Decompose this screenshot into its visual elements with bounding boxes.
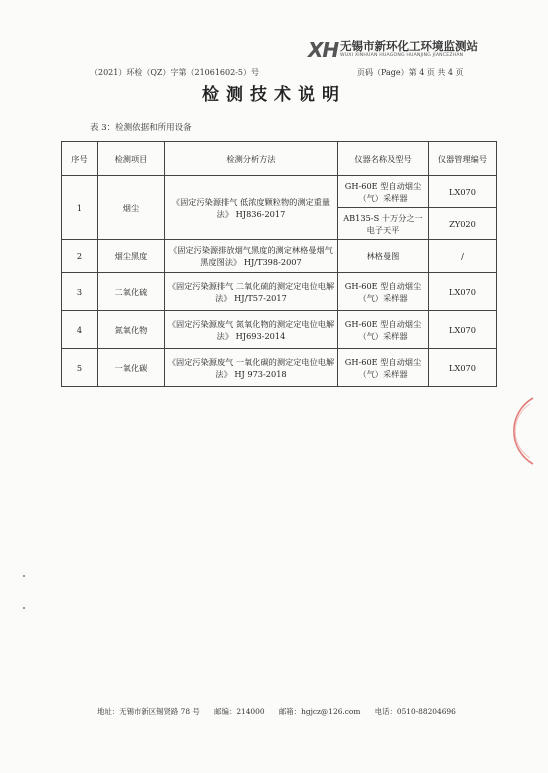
table-row	[62, 176, 497, 208]
company-logo	[308, 38, 488, 64]
row-method: 《固定污染源废气 氮氧化物的测定定电位电解法》 HJ693-2014	[165, 311, 338, 349]
row-code: LX070	[429, 349, 497, 387]
detection-basis-table	[61, 141, 497, 387]
row-no: 1	[62, 176, 98, 240]
row-no: 3	[62, 273, 98, 311]
report-number: （2021）环检（QZ）字第（21061602-5）号	[90, 68, 259, 77]
row-item: 烟尘黑度	[98, 240, 165, 273]
table-row	[62, 273, 497, 311]
footer-address: 地址：无锡市新区锡贤路 78 号	[97, 707, 200, 716]
footer-phone: 电话：0510-88204696	[374, 707, 456, 716]
header-no: 序号	[62, 142, 98, 176]
header-method: 检测分析方法	[165, 142, 338, 176]
page-title: 检测技术说明	[202, 85, 346, 105]
footer-contact	[97, 706, 468, 717]
row-no: 2	[62, 240, 98, 273]
row-item: 一氧化碳	[98, 349, 165, 387]
table-row	[62, 240, 497, 273]
scan-speck	[23, 607, 25, 609]
header-item: 检测项目	[98, 142, 165, 176]
company-name-en: WUXI XINHUAN HUAGONG HUANJING JIANCEZHAN	[340, 53, 464, 58]
row-method: 《固定污染源废气 一氧化碳的测定定电位电解法》 HJ 973-2018	[165, 349, 338, 387]
row-instrument: GH-60E 型自动烟尘（气）采样器	[338, 349, 429, 387]
table-header-row	[62, 142, 497, 176]
scan-speck	[23, 575, 25, 577]
row-code: LX070	[429, 273, 497, 311]
row-instrument: GH-60E 型自动烟尘（气）采样器	[338, 273, 429, 311]
table-row	[62, 311, 497, 349]
row-no: 4	[62, 311, 98, 349]
table-caption: 表 3：检测依据和所用设备	[90, 123, 192, 133]
row-item: 二氧化硫	[98, 273, 165, 311]
row-instrument: 林格曼图	[338, 240, 429, 273]
row-code: LX070	[429, 311, 497, 349]
row-method: 《固定污染源排气 低浓度颗粒物的测定重量法》 HJ836-2017	[165, 176, 338, 240]
row-code: /	[429, 240, 497, 273]
row-item: 烟尘	[98, 176, 165, 240]
row-instrument: AB135-S 十万分之一电子天平	[338, 208, 429, 240]
row-method: 《固定污染源排气 二氧化硫的测定定电位电解法》 HJ/T57-2017	[165, 273, 338, 311]
row-code: LX070	[429, 176, 497, 208]
table-row	[62, 349, 497, 387]
red-seal-stamp	[513, 396, 548, 466]
company-name-cn: 无锡市新环化工环境监测站	[340, 39, 478, 53]
logo-mark: XH	[308, 38, 339, 62]
row-no: 5	[62, 349, 98, 387]
row-instrument: GH-60E 型自动烟尘（气）采样器	[338, 176, 429, 208]
row-instrument: GH-60E 型自动烟尘（气）采样器	[338, 311, 429, 349]
row-item: 氮氧化物	[98, 311, 165, 349]
row-method: 《固定污染源排放烟气黑度的测定林格曼烟气黑度图法》 HJ/T398-2007	[165, 240, 338, 273]
page-number: 页码（Page）第 4 页 共 4 页	[357, 68, 464, 77]
footer-postcode: 邮编：214000	[214, 707, 265, 716]
footer-email: 邮箱：hgjcz@126.com	[278, 707, 361, 716]
row-code: ZY020	[429, 208, 497, 240]
header-code: 仪器管理编号	[429, 142, 497, 176]
header-instrument: 仪器名称及型号	[338, 142, 429, 176]
